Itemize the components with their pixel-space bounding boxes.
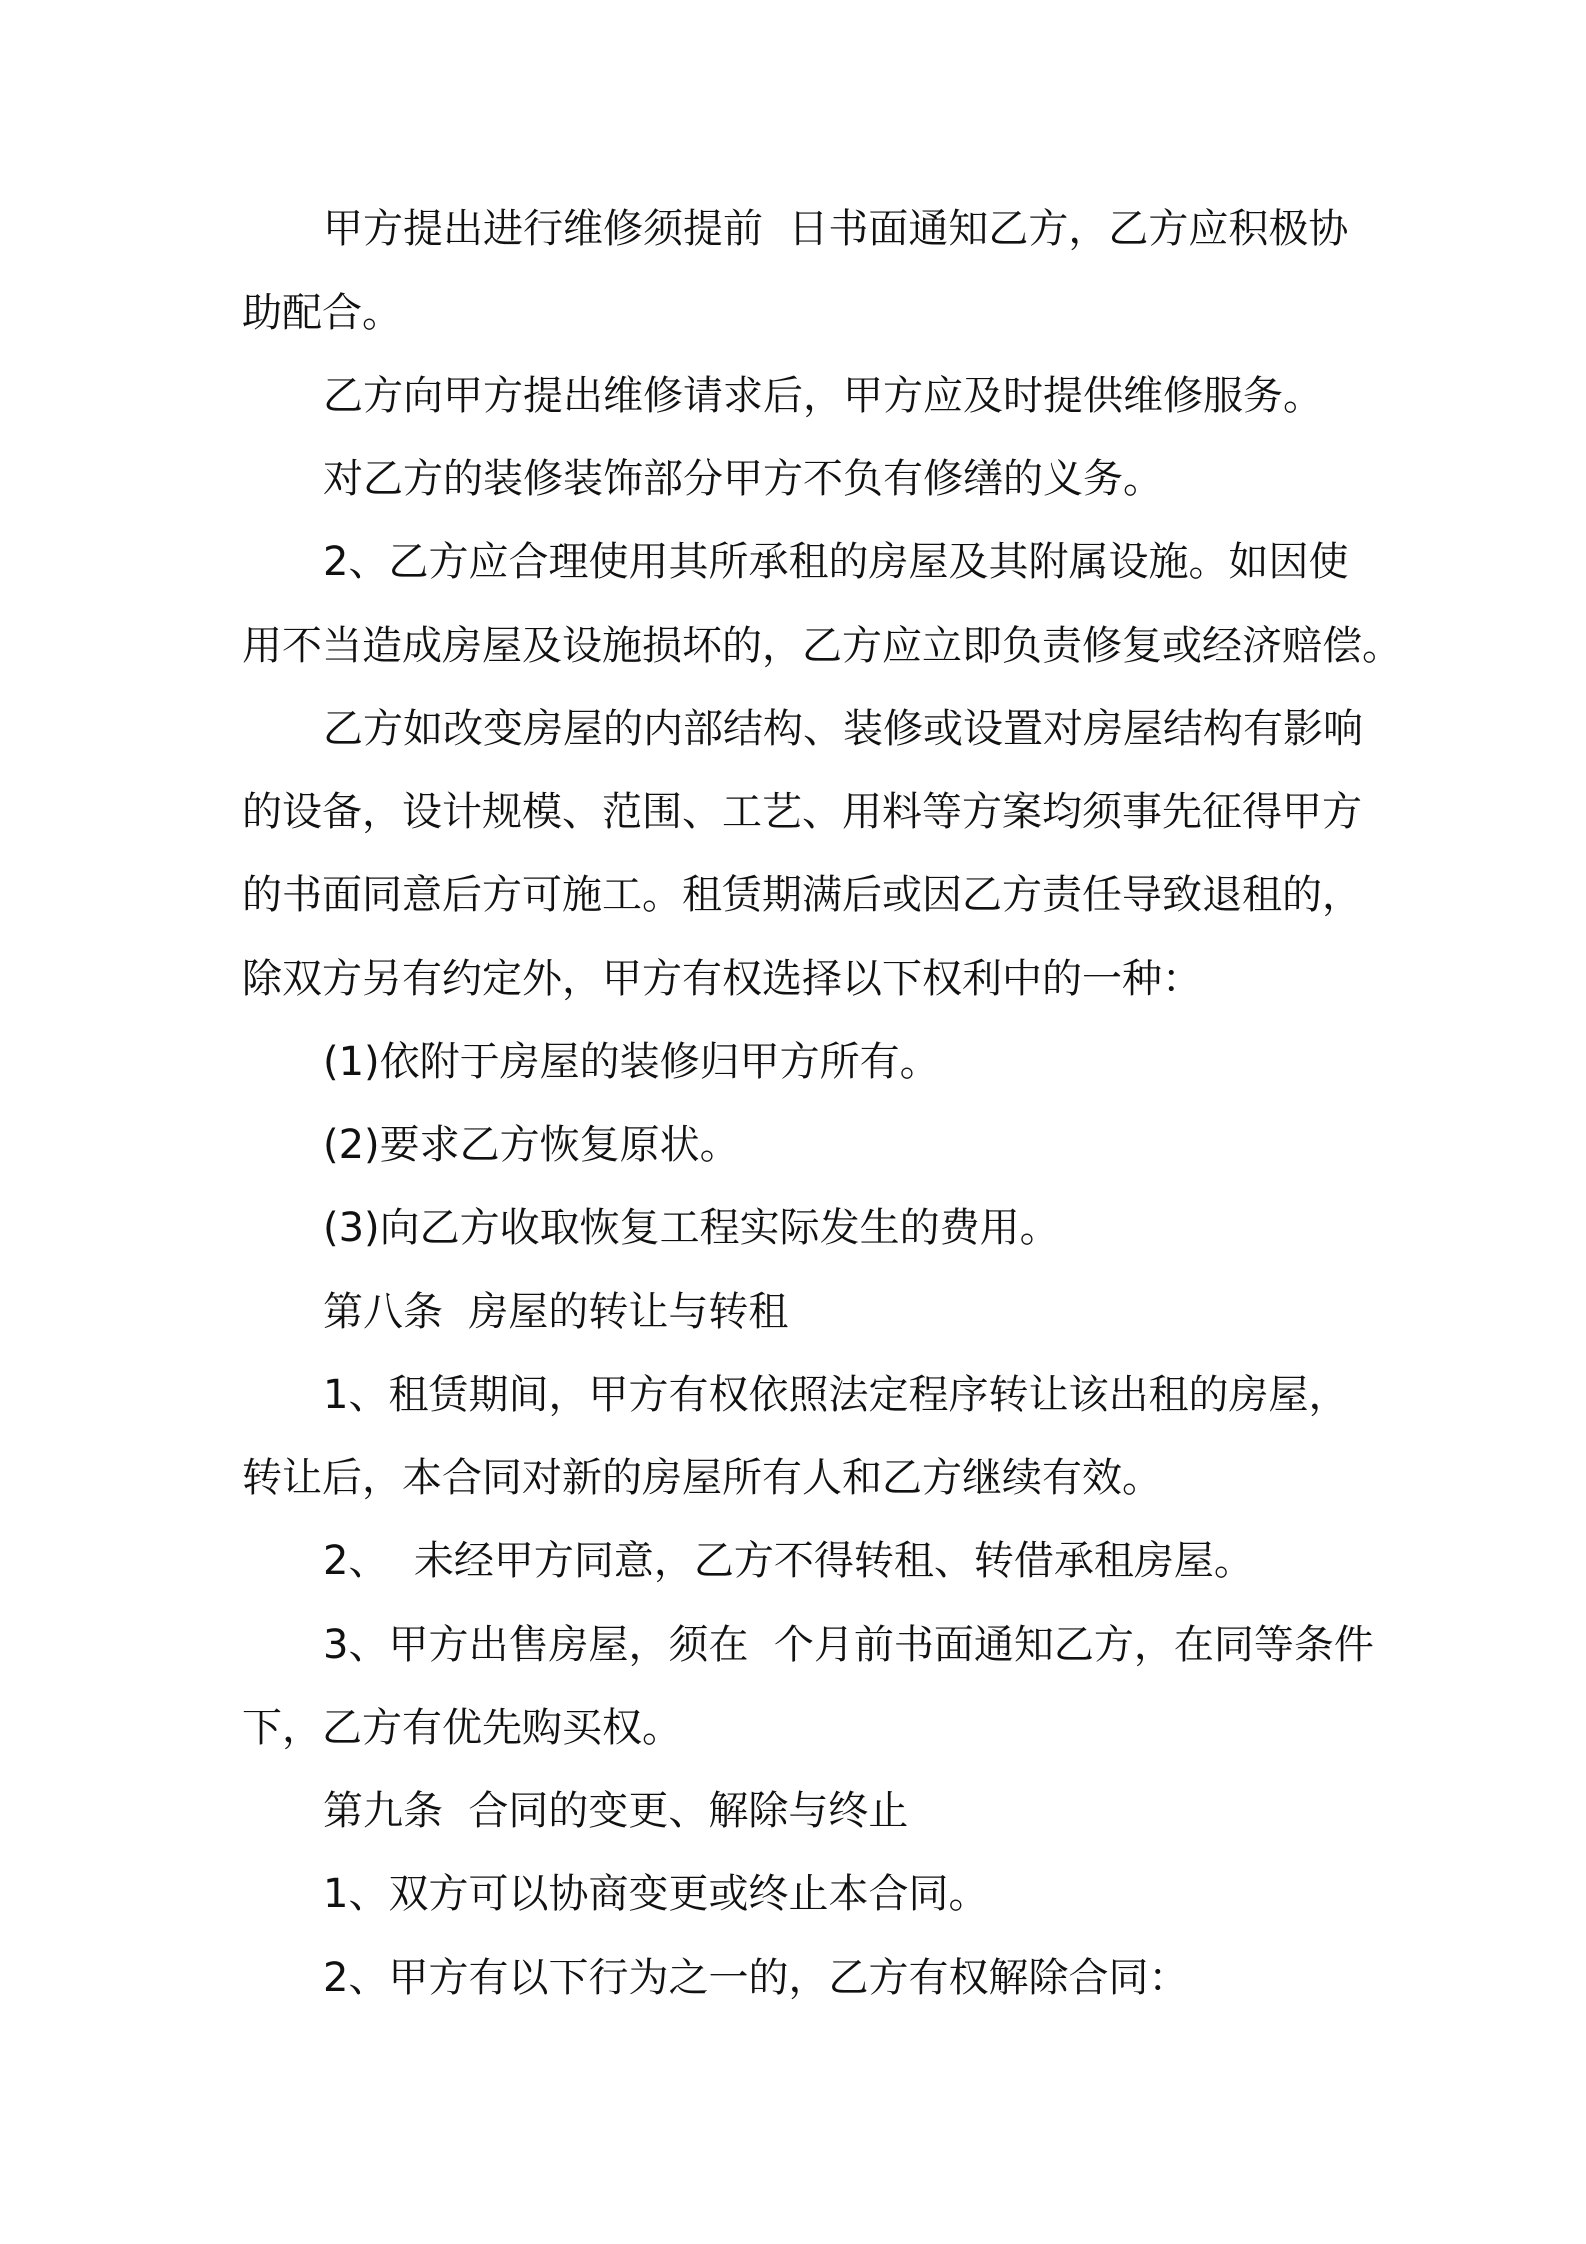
text-line-13: (3)向乙方收取恢复工程实际发生的费用。: [323, 1205, 1060, 1251]
text-line-4: 对乙方的装修装饰部分甲方不负有修缮的义务。: [323, 456, 1163, 502]
text-line-2: 助配合。: [242, 290, 402, 336]
text-line-16: 转让后，本合同对新的房屋所有人和乙方继续有效。: [242, 1455, 1162, 1501]
text-line-18: 3、甲方出售房屋，须在 个月前书面通知乙方，在同等条件: [323, 1622, 1374, 1668]
text-line-12: (2)要求乙方恢复原状。: [323, 1122, 740, 1168]
text-line-9: 的书面同意后方可施工。租赁期满后或因乙方责任导致退租的，: [242, 872, 1362, 918]
section-heading-article-9: 第九条 合同的变更、解除与终止: [323, 1788, 909, 1834]
text-line-10: 除双方另有约定外，甲方有权选择以下权利中的一种：: [242, 956, 1202, 1002]
text-line-3: 乙方向甲方提出维修请求后，甲方应及时提供维修服务。: [323, 373, 1323, 419]
text-line-7: 乙方如改变房屋的内部结构、装修或设置对房屋结构有影响: [323, 706, 1363, 752]
text-line-22: 2、甲方有以下行为之一的，乙方有权解除合同：: [323, 1955, 1189, 2001]
text-line-19: 下，乙方有优先购买权。: [242, 1705, 682, 1751]
text-line-11: (1)依附于房屋的装修归甲方所有。: [323, 1039, 940, 1085]
text-line-17: 2、 未经甲方同意，乙方不得转租、转借承租房屋。: [323, 1538, 1254, 1584]
section-heading-article-8: 第八条 房屋的转让与转租: [323, 1289, 789, 1335]
text-line-8: 的设备，设计规模、范围、工艺、用料等方案均须事先征得甲方: [242, 789, 1362, 835]
text-line-1: 甲方提出进行维修须提前 日书面通知乙方，乙方应积极协: [323, 206, 1349, 252]
text-line-5: 2、乙方应合理使用其所承租的房屋及其附属设施。如因使: [323, 539, 1349, 585]
text-line-6: 用不当造成房屋及设施损坏的，乙方应立即负责修复或经济赔偿。: [242, 623, 1402, 669]
text-line-15: 1、租赁期间，甲方有权依照法定程序转让该出租的房屋，: [323, 1372, 1349, 1418]
text-line-21: 1、双方可以协商变更或终止本合同。: [323, 1871, 989, 1917]
